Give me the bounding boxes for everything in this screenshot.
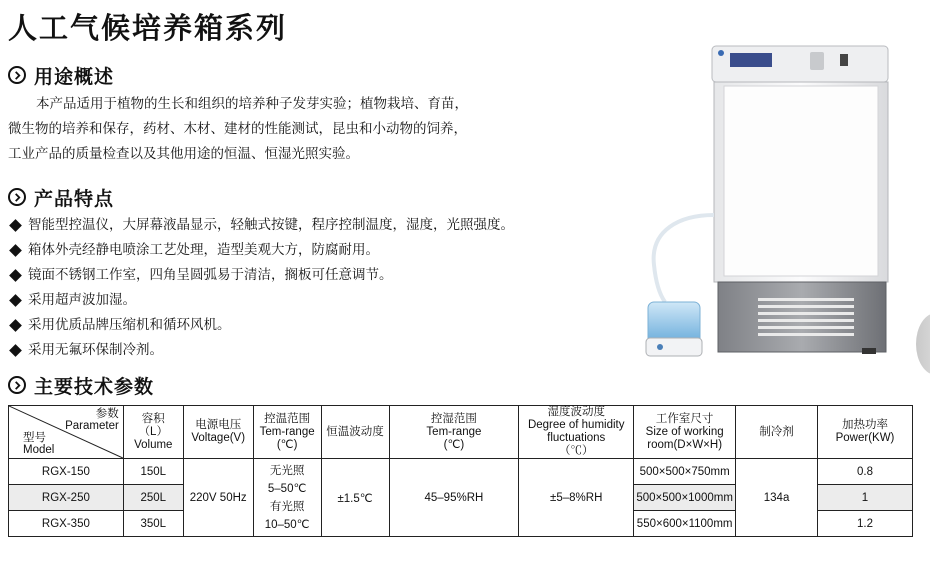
list-item: 智能型控温仪，大屏幕液晶显示，轻触式按键，程序控制温度，湿度，光照强度。 bbox=[8, 213, 514, 238]
section-specs-label: 主要技术参数 bbox=[34, 375, 155, 398]
usage-line: 本产品适用于植物的生长和组织的培养种子发芽实验；植物栽培、育苗， bbox=[36, 96, 468, 112]
list-item: 箱体外壳经静电喷涂工艺处理，造型美观大方，防腐耐用。 bbox=[8, 238, 514, 263]
temp-range-cell: 无光照 5–50℃ 有光照 10–50℃ bbox=[253, 459, 321, 537]
power-cell: 1.2 bbox=[818, 511, 913, 537]
page-title: 人工气候培养箱系列 bbox=[8, 11, 288, 45]
usage-text bbox=[8, 92, 528, 167]
humid-fluct-cell: ±5–8%RH bbox=[519, 459, 634, 537]
chamber-size-cell: 550×600×1100mm bbox=[634, 511, 736, 537]
power-cell: 0.8 bbox=[818, 459, 913, 485]
voltage-header: 电源电压 Voltage(V) bbox=[183, 406, 253, 459]
diamond-bullet-icon bbox=[9, 269, 22, 282]
chamber-size-cell: 500×500×1000mm bbox=[634, 485, 736, 511]
usage-line: 工业产品的质量检查以及其他用途的恒温、恒湿光照实验。 bbox=[8, 146, 359, 162]
volume-cell: 150L bbox=[123, 459, 183, 485]
chamber-size-header: 工作室尺寸 Size of working room(D×W×H) bbox=[634, 406, 736, 459]
feature-list bbox=[8, 213, 514, 363]
voltage-cell: 220V 50Hz bbox=[183, 459, 253, 537]
section-features-label: 产品特点 bbox=[34, 187, 115, 210]
refrigerant-header: 制冷剂 bbox=[736, 406, 818, 459]
model-cell: RGX-150 bbox=[9, 459, 124, 485]
power-header: 加热功率 Power(KW) bbox=[818, 406, 913, 459]
humid-fluct-header: 湿度波动度 Degree of humidity fluctuations （℃） bbox=[519, 406, 634, 459]
diamond-bullet-icon bbox=[9, 244, 22, 257]
spec-table bbox=[8, 405, 913, 537]
table-header-row bbox=[9, 406, 913, 459]
chevron-right-icon bbox=[8, 376, 26, 394]
diamond-bullet-icon bbox=[9, 294, 22, 307]
temp-fluct-header: 恒温波动度 bbox=[321, 406, 389, 459]
list-item: 采用无氟环保制冷剂。 bbox=[8, 338, 514, 363]
model-cell: RGX-350 bbox=[9, 511, 124, 537]
humid-range-cell: 45–95%RH bbox=[389, 459, 519, 537]
section-usage-heading bbox=[8, 62, 114, 88]
usage-line: 微生物的培养和保存，药材、木材、建材的性能测试，昆虫和小动物的饲养， bbox=[8, 121, 467, 137]
temp-range-header: 控温范围 Tem-range (℃) bbox=[253, 406, 321, 459]
power-cell: 1 bbox=[818, 485, 913, 511]
diamond-bullet-icon bbox=[9, 219, 22, 232]
humid-range-header: 控湿范围 Tem-range (℃) bbox=[389, 406, 519, 459]
chevron-right-icon bbox=[8, 188, 26, 206]
volume-cell: 350L bbox=[123, 511, 183, 537]
table-row bbox=[9, 459, 913, 485]
chevron-right-icon bbox=[8, 66, 26, 84]
section-specs-heading bbox=[8, 372, 154, 398]
list-item: 采用优质品牌压缩机和循环风机。 bbox=[8, 313, 514, 338]
section-usage-label: 用途概述 bbox=[34, 65, 115, 88]
chamber-size-cell: 500×500×750mm bbox=[634, 459, 736, 485]
list-item: 采用超声波加湿。 bbox=[8, 288, 514, 313]
side-tab bbox=[916, 313, 930, 375]
diamond-bullet-icon bbox=[9, 319, 22, 332]
param-model-header: 参数 Parameter 型号 Model bbox=[9, 406, 124, 459]
model-cell: RGX-250 bbox=[9, 485, 124, 511]
section-features-heading bbox=[8, 184, 114, 210]
volume-cell: 250L bbox=[123, 485, 183, 511]
product-illustration bbox=[640, 40, 910, 365]
diamond-bullet-icon bbox=[9, 344, 22, 357]
list-item: 镜面不锈钢工作室，四角呈圆弧易于清洁，搁板可任意调节。 bbox=[8, 263, 514, 288]
volume-header: 容积 （L） Volume bbox=[123, 406, 183, 459]
temp-fluct-cell: ±1.5℃ bbox=[321, 459, 389, 537]
incubator-image bbox=[640, 40, 910, 365]
refrigerant-cell: 134a bbox=[736, 459, 818, 537]
